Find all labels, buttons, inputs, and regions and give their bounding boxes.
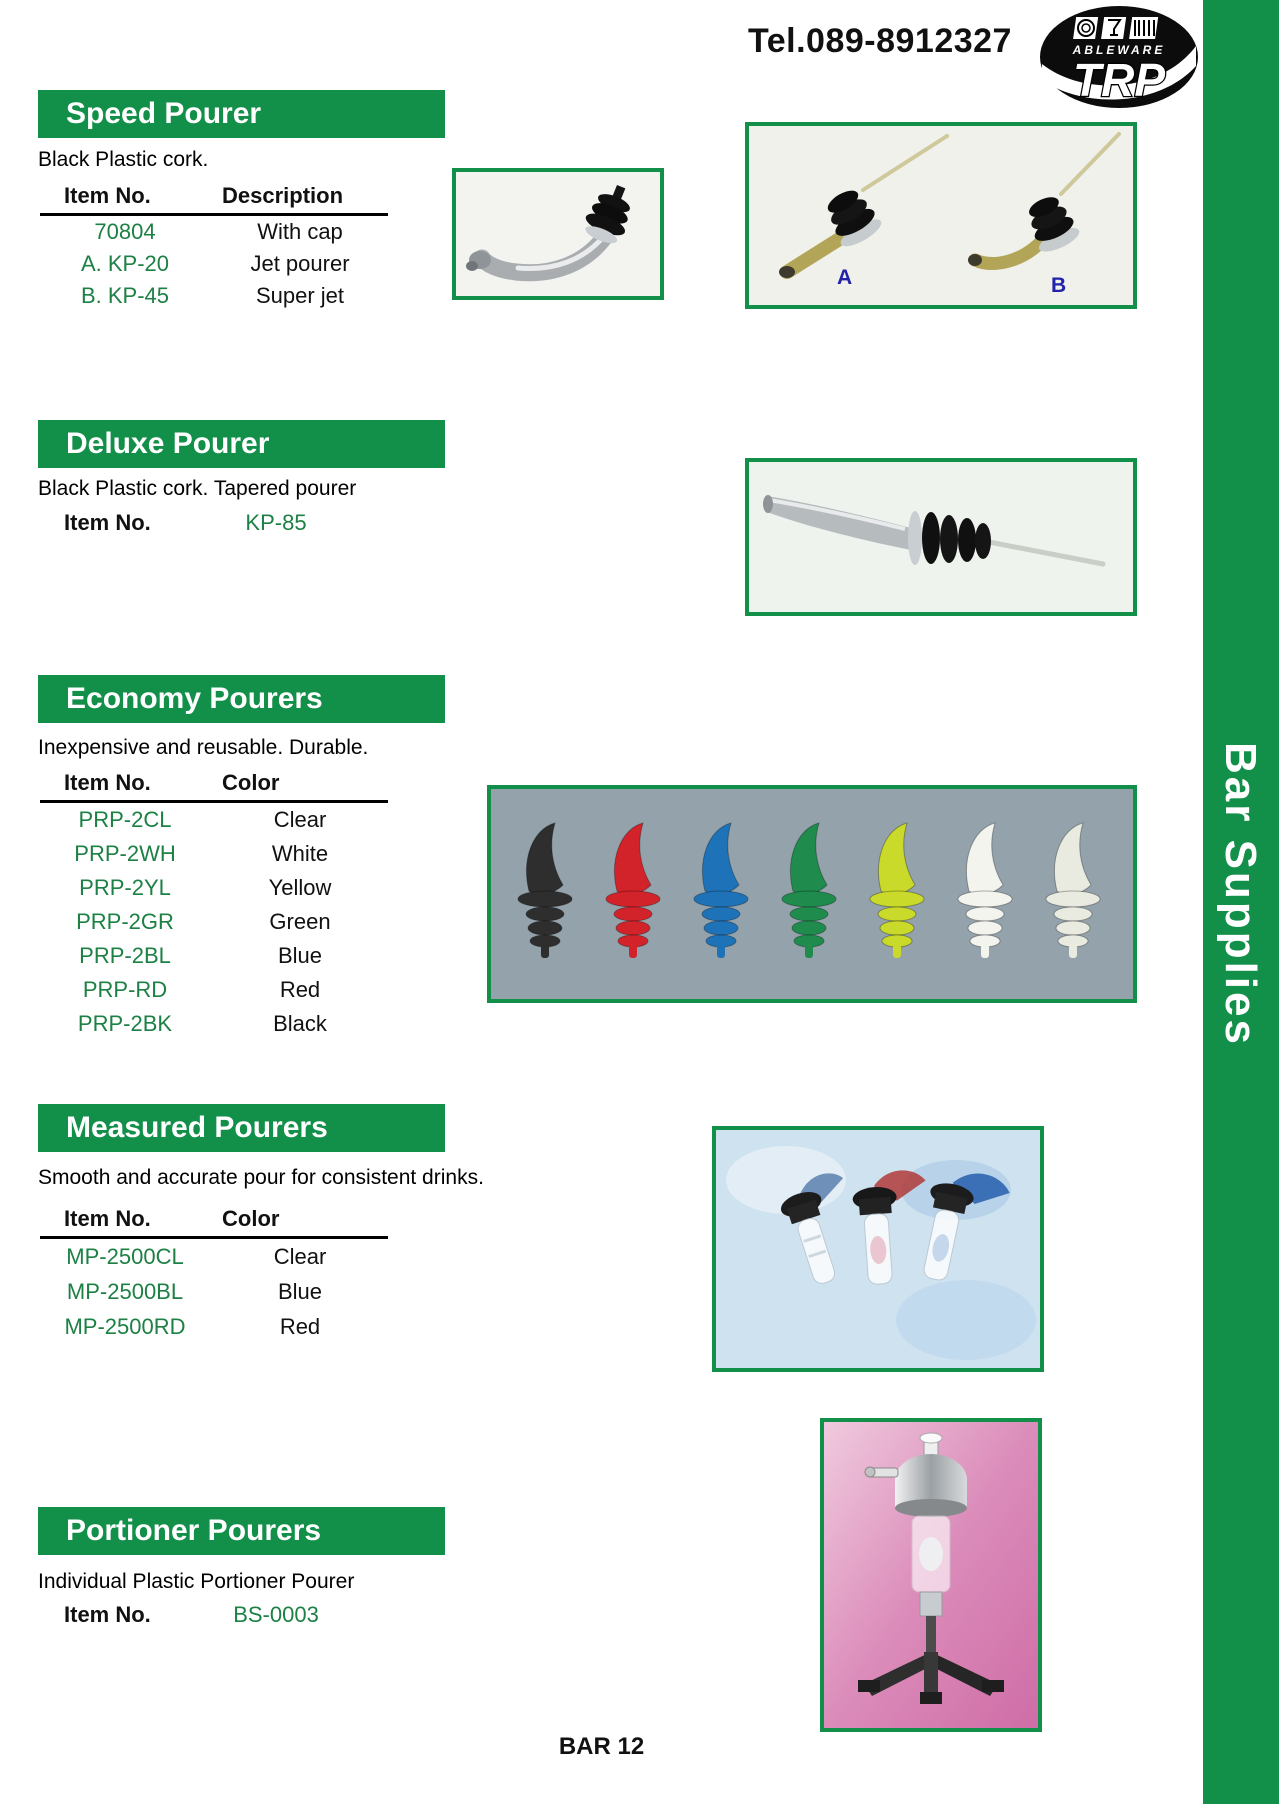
deluxe-pourer-description: Black Plastic cork. Tapered pourer (38, 477, 357, 500)
portioner-pourers-description: Individual Plastic Portioner Pourer (38, 1570, 355, 1593)
table-row: B. KP-45 Super jet (80, 283, 345, 308)
portioner-item-line: Item No. BS-0003 (64, 1602, 319, 1627)
label-b: B (1051, 274, 1067, 297)
section-header-portioner-pourers: Portioner Pourers (38, 1507, 445, 1555)
table-row: PRP-RD Red (82, 977, 321, 1002)
wine-glass-icon (1101, 17, 1126, 39)
sidebar-category-label: Bar Supplies (1216, 742, 1265, 1047)
measured-pourers-table (40, 1206, 420, 1344)
table-header: Item No. Description (64, 183, 344, 208)
table-row: PRP-2GR Green (76, 909, 331, 934)
table-row: MP-2500BL Blue (66, 1279, 323, 1304)
brand-logo (1038, 4, 1200, 110)
measured-pourers-description: Smooth and accurate pour for consistent drinks. (38, 1166, 484, 1189)
section-header-speed-pourer: Speed Pourer (38, 90, 445, 138)
speed-pourer-table (40, 183, 420, 312)
portioner-pourer-photo (820, 1418, 1042, 1732)
economy-pourers-table (40, 770, 420, 1041)
logo-brand: TRP (1073, 54, 1165, 106)
speed-pourer-ab-photo (745, 122, 1137, 309)
section-header-measured-pourers: Measured Pourers (38, 1104, 445, 1152)
speed-pourer-description: Black Plastic cork. (38, 148, 209, 171)
section-header-economy-pourers: Economy Pourers (38, 675, 445, 723)
table-row: PRP-2CL Clear (78, 807, 327, 832)
page-number: BAR 12 (558, 1733, 645, 1760)
bar-supplies-sidebar (1203, 0, 1279, 1804)
table-row: PRP-2YL Yellow (79, 875, 332, 900)
phone-number: Tel.089-8912327 (748, 22, 1012, 60)
cutlery-icon (1129, 17, 1158, 39)
logo-tagline: ABLEWARE (1072, 43, 1166, 57)
table-row: 70804 With cap (94, 219, 343, 244)
deluxe-pourer-photo (745, 458, 1137, 616)
deluxe-item-line: Item No. KP-85 (64, 510, 307, 535)
table-row: PRP-2BK Black (77, 1011, 327, 1036)
table-row: MP-2500CL Clear (66, 1244, 327, 1269)
label-a: A (837, 266, 853, 289)
table-row: MP-2500RD Red (64, 1314, 321, 1339)
table-header: Item No. Color (64, 770, 280, 795)
economy-pourers-description: Inexpensive and reusable. Durable. (38, 736, 369, 759)
plate-icon (1073, 17, 1098, 39)
table-row: PRP-2BL Blue (79, 943, 323, 968)
trp-logo-graphic (1038, 4, 1200, 110)
table-row: A. KP-20 Jet pourer (80, 251, 350, 276)
section-header-deluxe-pourer: Deluxe Pourer (38, 420, 445, 468)
table-row: PRP-2WH White (74, 841, 329, 866)
table-header: Item No. Color (64, 1206, 280, 1231)
measured-pourers-photo (712, 1126, 1044, 1372)
speed-pourer-cap-photo (452, 168, 664, 300)
economy-pourers-photo (487, 785, 1137, 1003)
